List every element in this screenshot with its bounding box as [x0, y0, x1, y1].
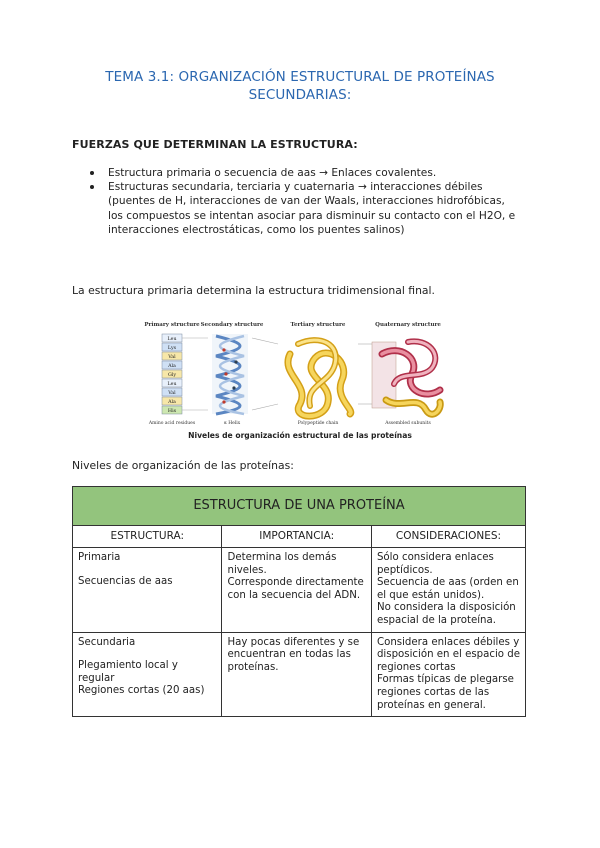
label-chain: Polypeptide chain	[297, 421, 339, 426]
cell-text: Formas típicas de plegarse regiones cortas de las proteínas en general.	[376, 674, 514, 711]
residue-label: Lys	[167, 346, 177, 351]
label-tertiary: Tertiary structure	[290, 322, 346, 328]
cell-consideraciones	[371, 548, 525, 633]
cell-text: Primaria	[78, 552, 121, 563]
cell-text: Considera enlaces débiles y disposición en el espacio de regiones cortas	[376, 636, 520, 673]
column-header-consideraciones: CONSIDERACIONES:	[371, 526, 525, 548]
residue-label: Val	[168, 391, 176, 396]
table-row	[73, 632, 526, 717]
quaternary-structure-icon	[372, 341, 440, 414]
cell-text: Secuencias de aas	[78, 575, 173, 587]
table-row	[73, 548, 526, 633]
forces-list	[90, 166, 520, 237]
list-item: Estructuras secundaria, terciaria y cuaternaria → interacciones débiles (puentes de H, interacciones de van der Waals, interacciones hidrofóbicas, los compuestos se intentan asociar para disminuir su contacto con el H2O, e interacciones electrostáticas, como los puentes salinos)	[90, 180, 520, 237]
label-subunits: Assembled subunits	[385, 421, 431, 426]
title-line-1: TEMA 3.1: ORGANIZACIÓN ESTRUCTURAL DE PROTEÍNAS	[105, 69, 495, 85]
alpha-helix-icon	[212, 334, 248, 414]
title-line-2: SECUNDARIAS:	[248, 87, 352, 103]
figure-caption: Niveles de organización estructural de las proteínas	[188, 431, 412, 440]
cell-text: Determina los demás niveles.	[227, 552, 337, 576]
label-helix: α Helix	[223, 421, 241, 426]
cell-importancia	[222, 548, 371, 633]
page-title	[60, 68, 540, 104]
label-amino: Amino acid residues	[148, 421, 196, 426]
paragraph-primary-structure: La estructura primaria determina la estructura tridimensional final.	[72, 284, 435, 297]
section-heading: FUERZAS QUE DETERMINAN LA ESTRUCTURA:	[72, 138, 358, 151]
residue-chain	[162, 334, 182, 414]
table-title: ESTRUCTURA DE UNA PROTEÍNA	[73, 487, 526, 526]
protein-levels-figure	[144, 314, 450, 442]
column-header-estructura: ESTRUCTURA:	[73, 526, 222, 548]
residue-label: Ala	[168, 364, 176, 369]
cell-text: Corresponde directamente con la secuencia del ADN.	[227, 577, 364, 601]
residue-label: Leu	[167, 382, 177, 387]
cell-importancia	[222, 632, 371, 717]
cell-text: Hay pocas diferentes y se encuentran en todas las proteínas.	[227, 636, 360, 673]
label-quaternary: Quaternary structure	[375, 322, 441, 328]
cell-text: Regiones cortas (20 aas)	[78, 685, 205, 697]
label-secondary: Secondary structure	[200, 322, 264, 328]
cell-estructura	[73, 632, 222, 717]
residue-label: Gly	[167, 373, 177, 378]
residue-label: Val	[168, 355, 176, 360]
cell-text: Secundaria	[78, 636, 136, 648]
list-item: Estructura primaria o secuencia de aas → Enlaces covalentes.	[90, 166, 520, 180]
cell-text: No considera la disposición espacial de la proteína.	[376, 602, 516, 626]
tertiary-structure-icon	[288, 340, 351, 416]
cell-text: Sólo considera enlaces peptídicos.	[376, 552, 494, 576]
cell-text: Secuencia de aas (orden en el que están unidos).	[376, 577, 519, 601]
cell-estructura	[73, 548, 222, 633]
paragraph-levels: Niveles de organización de las proteínas:	[72, 459, 294, 472]
residue-label: Leu	[167, 337, 177, 342]
label-primary: Primary structure	[144, 322, 200, 328]
residue-label: His	[167, 409, 177, 414]
residue-label: Ala	[168, 400, 176, 405]
column-header-importancia: IMPORTANCIA:	[222, 526, 371, 548]
cell-text: Plegamiento local y regular	[78, 660, 178, 684]
cell-consideraciones	[371, 632, 525, 717]
protein-structure-table	[72, 486, 526, 717]
